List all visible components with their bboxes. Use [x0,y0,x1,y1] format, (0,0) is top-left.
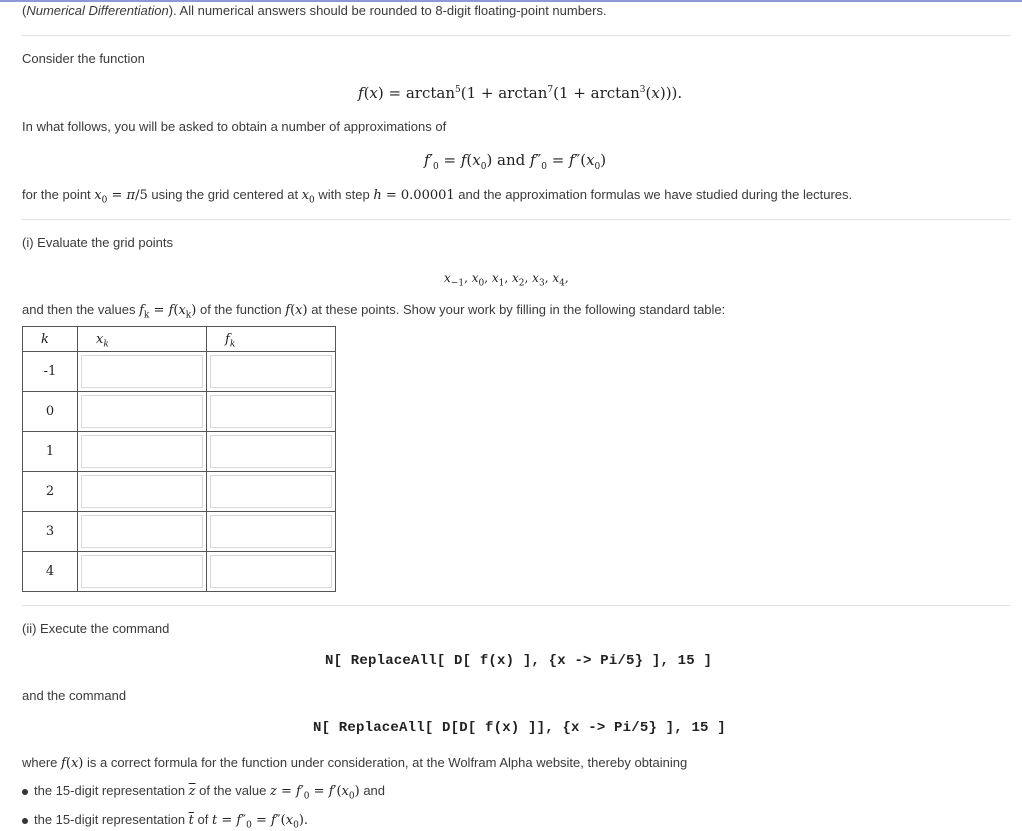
consider-text: Consider the function [22,51,145,66]
where-sentence: where f(x) is a correct formula for the function under consideration, at the Wolfram Alpha website, thereby obtaining [22,755,688,771]
table-header-row [23,327,336,352]
divider [22,219,1011,220]
bullet-item-first: the 15-digit representation $\overline{z}$ of the value $z = f'_0 = f'(x_0)$ and [22,783,385,799]
table-row [23,352,336,392]
bullet-item-second: the 15-digit representation $\overline{t}$ of $t = f''_0 = f''(x_0)$. [22,812,308,828]
xk-input[interactable] [81,355,203,388]
header-fk: $f_k$ [207,327,336,352]
row-k-value: 0 [23,392,78,432]
row-k-value: 1 [23,432,78,472]
wolfram-command-first: N[ ReplaceAll[ D[ f(x) ], {x -> Pi/5} ], 15 ] [325,653,713,669]
divider [22,605,1011,606]
and-command-text: and the command [22,688,127,703]
fk-input[interactable] [210,435,332,468]
row-k-value: 4 [23,552,78,592]
values-sentence: and then the values $f_k = f(x_k)$ of the function f(x) at these points. Show your work by filling in the following standard table: [22,302,726,321]
function-formula: $f(x) = \arctan^5(1 + \arctan^7(1 + \arctan^3(x)))$. [358,84,683,102]
table-row [23,552,336,592]
grid-table [22,326,336,592]
table-row [23,512,336,552]
part-i-label: (i) Evaluate the grid points [22,235,174,250]
table-row [23,392,336,432]
wolfram-command-second: N[ ReplaceAll[ D[D[ f(x) ]], {x -> Pi/5} ], 15 ] [313,720,726,736]
part-ii-label: (ii) Execute the command [22,621,170,636]
grid-points-list: $x_{-1}$, $x_0$, $x_1$, $x_2$, $x_3$, $x_4$, [444,271,569,289]
divider [22,35,1011,36]
fk-input[interactable] [210,395,332,428]
point-sentence: for the point $x_0 = \pi/5$ using the grid centered at $x_0$ with step h = 0.00001 and the approximation formulas we have studied during the lectures. [22,187,853,206]
xk-input[interactable] [81,555,203,588]
header-topic: Numerical Differentiation [26,3,169,18]
xk-input[interactable] [81,475,203,508]
row-k-value: 3 [23,512,78,552]
header-k: k [23,327,78,352]
xk-input[interactable] [81,435,203,468]
xk-input[interactable] [81,515,203,548]
header-instructions: All numerical answers should be rounded to 8-digit floating-point numbers. [179,3,607,18]
fk-input[interactable] [210,555,332,588]
xk-input[interactable] [81,395,203,428]
header-xk: $x_k$ [78,327,207,352]
bullet-icon [22,818,28,824]
fk-input[interactable] [210,475,332,508]
table-row [23,472,336,512]
row-k-value: -1 [23,352,78,392]
top-accent-line [0,0,1022,2]
problem-header: (Numerical Differentiation). All numerical answers should be rounded to 8-digit floating-point numbers. [22,3,607,18]
bullet-icon [22,789,28,795]
fk-input[interactable] [210,515,332,548]
row-k-value: 2 [23,472,78,512]
follows-text: In what follows, you will be asked to obtain a number of approximations of [22,119,447,134]
derivatives-formula: $f'_0 = f(x_0)$ and $f''_0 = f''(x_0)$ [424,151,607,172]
table-row [23,432,336,472]
fk-input[interactable] [210,355,332,388]
